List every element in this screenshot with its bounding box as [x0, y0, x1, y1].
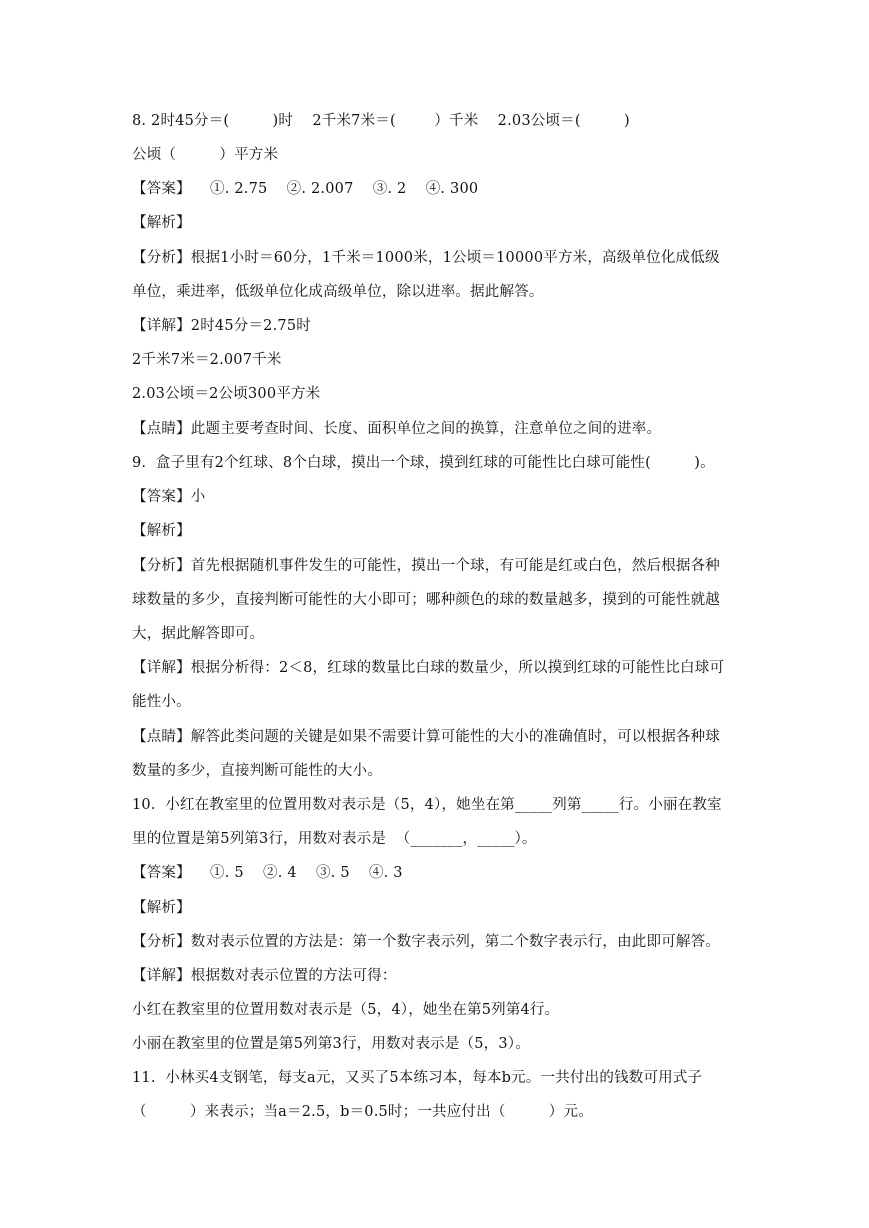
q11-text-line2: （ ）来表示；当a＝2.5，b＝0.5时；一共应付出（ ）元。 — [132, 1104, 593, 1120]
q9-answer: 【答案】小 — [132, 489, 206, 505]
q9-text: 9. 盒子里有2个红球、8个白球，摸出一个球，摸到红球的可能性比白球可能性( )。 — [132, 455, 715, 471]
q8-comment: 【点睛】此题主要考查时间、长度、面积单位之间的换算，注意单位之间的进率。 — [132, 421, 662, 437]
q8-analysis-heading: 【解析】 — [132, 215, 191, 231]
q9-detail-line1: 【详解】根据分析得：2＜8，红球的数量比白球的数量少，所以摸到红球的可能性比白球可 — [132, 660, 725, 676]
q10-detail-line3: 小丽在教室里的位置是第5列第3行，用数对表示是（5，3）。 — [132, 1036, 530, 1052]
q9-comment-line1: 【点睛】解答此类问题的关键是如果不需要计算可能性的大小的准确值时，可以根据各种球 — [132, 729, 720, 745]
q10-text-line1: 10. 小红在教室里的位置用数对表示是（5，4），她坐在第_____列第_____行。小丽在教室 — [132, 797, 722, 813]
q9-analysis-heading: 【解析】 — [132, 523, 191, 539]
q10-detail-line2: 小红在教室里的位置用数对表示是（5，4），她坐在第5列第4行。 — [132, 1002, 560, 1018]
q8-analysis-line1: 【分析】根据1小时＝60分，1千米＝1000米，1公顷＝10000平方米，高级单位化成低级 — [132, 250, 720, 266]
q9-analysis-line3: 大，据此解答即可。 — [132, 626, 265, 642]
q10-analysis: 【分析】数对表示位置的方法是：第一个数字表示列，第二个数字表示行，由此即可解答。 — [132, 934, 720, 950]
q10-detail-line1: 【详解】根据数对表示位置的方法可得： — [132, 968, 397, 984]
q10-analysis-heading: 【解析】 — [132, 900, 191, 916]
q8-detail-line2: 2千米7米＝2.007千米 — [132, 352, 282, 368]
q8-text-line2: 公顷（ ）平方米 — [132, 147, 279, 163]
q10-answer: 【答案】 ①. 5 ②. 4 ③. 5 ④. 3 — [132, 865, 403, 881]
q8-text-line1: 8. 2时45分＝( )时 2千米7米＝( ）千米 2.03公顷＝( ) — [132, 113, 630, 129]
q8-detail-line3: 2.03公顷＝2公顷300平方米 — [132, 386, 321, 402]
q10-text-line2: 里的位置是第5列第3行，用数对表示是 （_______，_____）。 — [132, 831, 537, 847]
q9-comment-line2: 数量的多少，直接判断可能性的大小。 — [132, 763, 382, 779]
q8-detail-line1: 【详解】2时45分＝2.75时 — [132, 318, 311, 334]
q9-analysis-line1: 【分析】首先根据随机事件发生的可能性，摸出一个球，有可能是红或白色，然后根据各种 — [132, 558, 720, 574]
q8-answer: 【答案】 ①. 2.75 ②. 2.007 ③. 2 ④. 300 — [132, 181, 479, 197]
q9-analysis-line2: 球数量的多少，直接判断可能性的大小即可；哪种颜色的球的数量越多，摸到的可能性就越 — [132, 592, 720, 608]
q8-analysis-line2: 单位，乘进率，低级单位化成高级单位，除以进率。据此解答。 — [132, 284, 544, 300]
q11-text-line1: 11. 小林买4支钢笔，每支a元，又买了5本练习本，每本b元。一共付出的钱数可用式子 — [132, 1070, 703, 1086]
q9-detail-line2: 能性小。 — [132, 694, 191, 710]
